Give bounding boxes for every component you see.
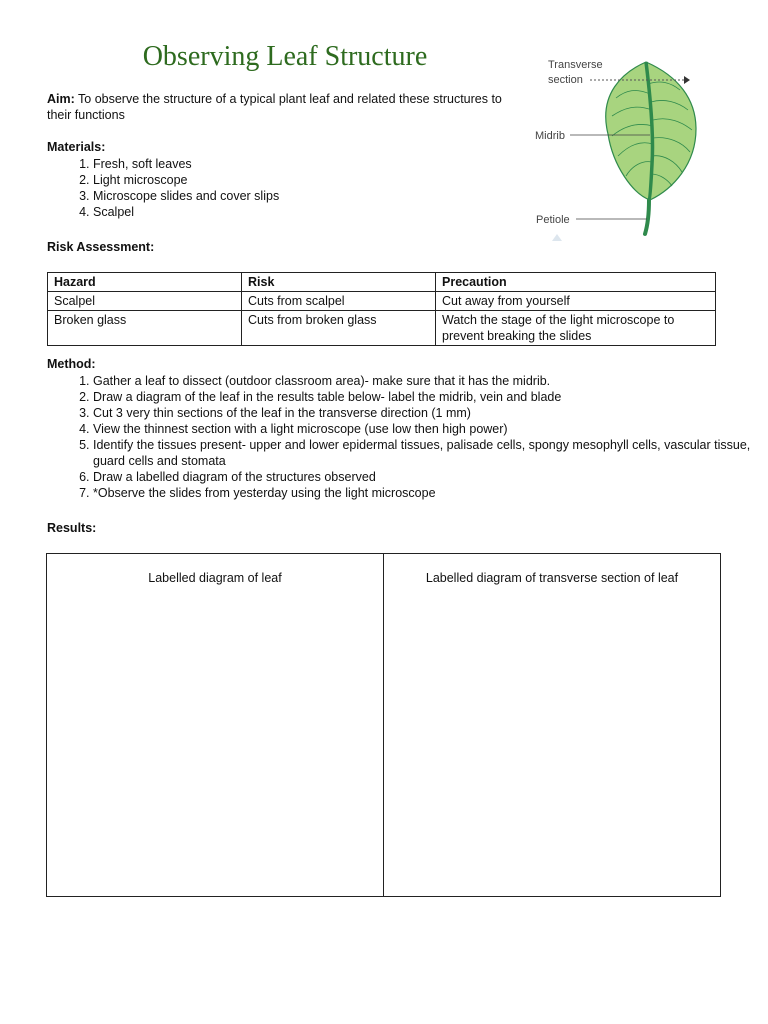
results-cell-label: Labelled diagram of transverse section of leaf	[425, 571, 679, 585]
results-table	[46, 553, 721, 897]
table-cell: Watch the stage of the light microscope to prevent breaking the slides	[436, 311, 716, 346]
aim-label: Aim:	[47, 92, 75, 106]
label-transverse-line2: section	[548, 74, 583, 86]
small-marker-icon	[552, 234, 562, 241]
label-midrib: Midrib	[535, 130, 565, 142]
materials-heading: Materials:	[47, 140, 106, 154]
table-cell: Cuts from broken glass	[242, 311, 436, 346]
table-header-row	[48, 273, 716, 292]
table-cell: Cut away from yourself	[436, 292, 716, 311]
table-cell: Scalpel	[48, 292, 242, 311]
leaf-petiole	[645, 200, 649, 234]
list-item: 4. Scalpel	[93, 204, 753, 220]
method-heading: Method:	[47, 357, 96, 371]
label-transverse-line1: Transverse	[548, 59, 603, 71]
list-item: 4. View the thinnest section with a light microscope (use low then high power)	[93, 421, 753, 437]
table-row	[48, 292, 716, 311]
method-list	[47, 373, 753, 501]
transverse-arrow-head	[684, 76, 690, 84]
leaf-diagram	[528, 54, 718, 244]
results-cell-leaf-diagram	[47, 554, 383, 896]
list-item: 5. Identify the tissues present- upper and lower epidermal tissues, palisade cells, spongy mesophyll cells, vascular tissue, guard cells and stomata	[93, 437, 753, 469]
aim-paragraph	[47, 91, 527, 123]
risk-table	[47, 272, 716, 346]
table-cell: Cuts from scalpel	[242, 292, 436, 311]
table-row	[48, 311, 716, 346]
list-item: 3. Cut 3 very thin sections of the leaf in the transverse direction (1 mm)	[93, 405, 753, 421]
list-item: 1. Fresh, soft leaves	[93, 156, 753, 172]
page-title: Observing Leaf Structure	[142, 41, 428, 72]
column-header: Precaution	[436, 273, 716, 292]
list-item: 1. Gather a leaf to dissect (outdoor classroom area)- make sure that it has the midrib.	[93, 373, 753, 389]
results-cell-transverse-diagram	[383, 554, 720, 896]
results-heading: Results:	[47, 521, 97, 535]
list-item: 6. Draw a labelled diagram of the structures observed	[93, 469, 753, 485]
list-item: 2. Light microscope	[93, 172, 753, 188]
risk-assessment-heading: Risk Assessment:	[47, 240, 155, 254]
table-cell: Broken glass	[48, 311, 242, 346]
label-petiole: Petiole	[536, 214, 570, 226]
list-item: 7. *Observe the slides from yesterday using the light microscope	[93, 485, 753, 501]
results-cell-label: Labelled diagram of leaf	[148, 571, 282, 585]
list-item: 2. Draw a diagram of the leaf in the results table below- label the midrib, vein and blade	[93, 389, 753, 405]
list-item: 3. Microscope slides and cover slips	[93, 188, 753, 204]
aim-text: To observe the structure of a typical plant leaf and related these structures to their functions	[47, 92, 502, 122]
column-header: Hazard	[48, 273, 242, 292]
column-header: Risk	[242, 273, 436, 292]
